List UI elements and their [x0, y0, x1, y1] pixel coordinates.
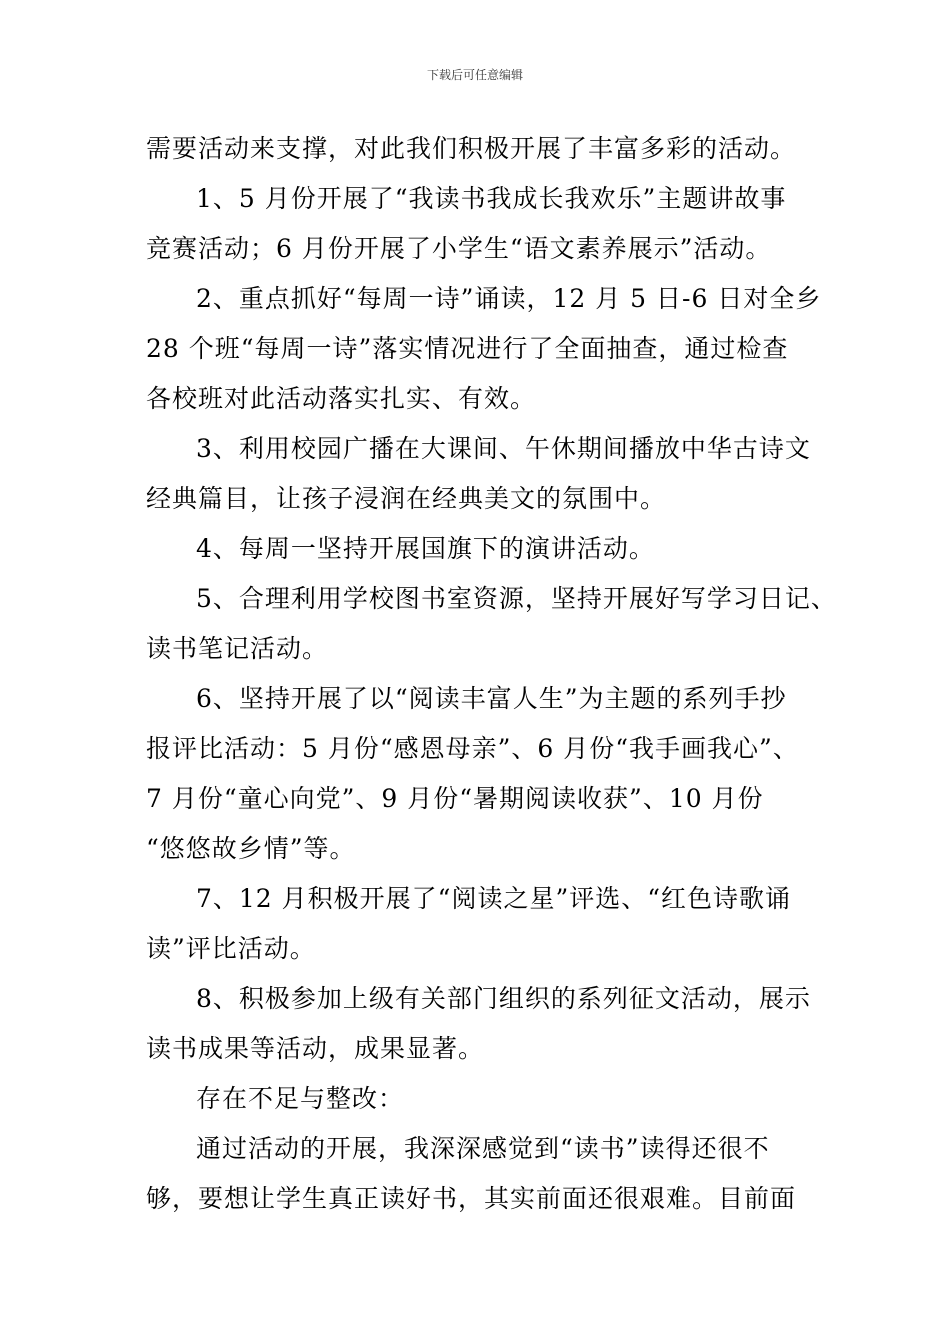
- text-line: 经典篇目，让孩子浸润在经典美文的氛围中。: [146, 484, 667, 513]
- text-line: 需要活动来支撑，对此我们积极开展了丰富多彩的活动。: [146, 134, 797, 163]
- text-line: 1、5 月份开展了“我读书我成长我欢乐”主题讲故事: [196, 184, 787, 213]
- text-line: 报评比活动：5 月份“感恩母亲”、6 月份“我手画我心”、: [146, 734, 799, 763]
- text-line: 28 个班“每周一诗”落实情况进行了全面抽查，通过检查: [146, 334, 789, 363]
- text-line: 8、积极参加上级有关部门组织的系列征文活动，展示: [196, 984, 811, 1013]
- text-line: 够，要想让学生真正读好书，其实前面还很艰难。目前面: [146, 1184, 797, 1213]
- text-line: 各校班对此活动落实扎实、有效。: [146, 384, 537, 413]
- text-line: 7、12 月积极开展了“阅读之星”评选、“红色诗歌诵: [196, 884, 792, 913]
- text-line: 读”评比活动。: [146, 934, 316, 963]
- text-line: 竞赛活动；6 月份开展了小学生“语文素养展示”活动。: [146, 234, 772, 263]
- text-line: 通过活动的开展，我深深感觉到“读书”读得还很不: [196, 1134, 770, 1163]
- text-line: 读书笔记活动。: [146, 634, 329, 663]
- text-line: “悠悠故乡情”等。: [146, 834, 356, 863]
- text-line: 读书成果等活动，成果显著。: [146, 1034, 485, 1063]
- text-line: 5、合理利用学校图书室资源，坚持开展好写学习日记、: [196, 584, 837, 613]
- text-line: 7 月份“童心向党”、9 月份“暑期阅读收获”、10 月份: [146, 784, 764, 813]
- text-line: 3、利用校园广播在大课间、午休期间播放中华古诗文: [196, 434, 811, 463]
- page-header: 下载后可任意编辑: [426, 68, 523, 82]
- text-line: 6、坚持开展了以“阅读丰富人生”为主题的系列手抄: [196, 684, 787, 713]
- text-line: 4、每周一坚持开展国旗下的演讲活动。: [196, 534, 655, 563]
- text-line: 2、重点抓好“每周一诗”诵读，12 月 5 日-6 日对全乡: [196, 284, 822, 313]
- body-text: [146, 124, 837, 1224]
- section-heading: 存在不足与整改：: [196, 1084, 405, 1113]
